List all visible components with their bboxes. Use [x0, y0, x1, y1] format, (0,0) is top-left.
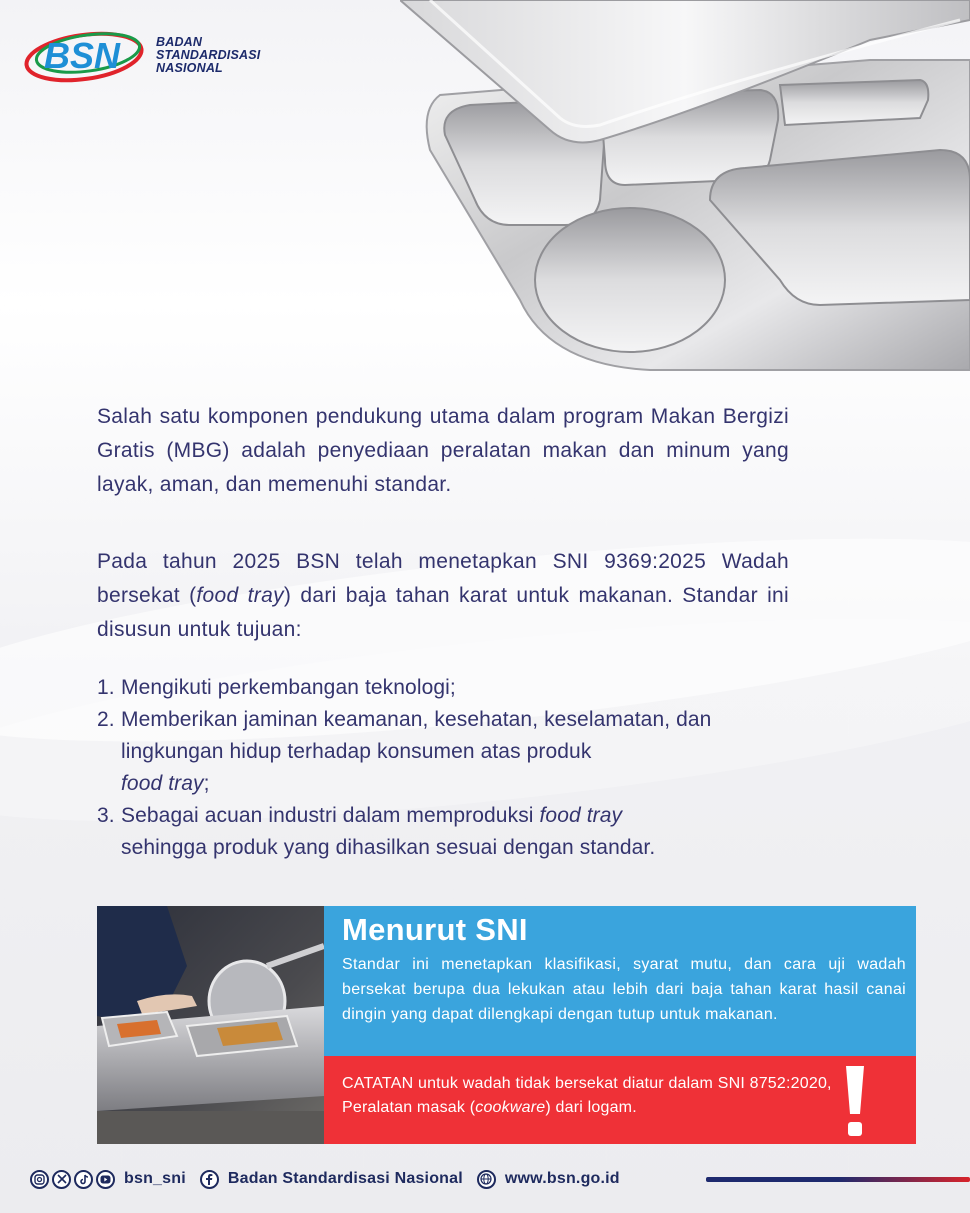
list-italic: food tray — [121, 772, 204, 795]
list-item — [97, 672, 797, 704]
sni-paragraph-italic: food tray — [196, 584, 284, 607]
facebook-page-name[interactable]: Badan Standardisasi Nasional — [227, 1170, 463, 1187]
sni-paragraph-text-end: ) dari baja tahan karat untuk makanan. Standar ini disusun untuk tujuan: — [97, 584, 789, 641]
list-text: Memberikan jaminan keamanan, kesehatan, keselamatan, dan lingkungan hidup terhadap konsumen atas produk — [121, 708, 712, 763]
logo-line1: BADAN — [156, 34, 203, 49]
youtube-icon[interactable] — [96, 1170, 115, 1189]
logo-line3: NASIONAL — [156, 60, 223, 75]
list-text: Sebagai acuan industri dalam memproduksi — [121, 804, 534, 827]
sni-paragraph — [97, 545, 789, 647]
note-text-end: ) dari logam. — [545, 1099, 637, 1116]
svg-text:BSN: BSN — [44, 35, 121, 76]
sni-info-box — [324, 906, 916, 1056]
list-italic: food tray — [539, 804, 623, 827]
note-text — [342, 1072, 842, 1120]
x-icon[interactable] — [52, 1170, 71, 1189]
serving-photo — [97, 906, 324, 1144]
facebook-icon[interactable] — [200, 1170, 219, 1189]
food-tray-image — [400, 0, 970, 375]
purpose-list — [97, 672, 797, 864]
website-link[interactable]: www.bsn.go.id — [504, 1170, 620, 1187]
list-text-end: sehingga produk yang dihasilkan sesuai dengan standar. — [121, 836, 656, 859]
sni-box-title: Menurut SNI — [342, 912, 528, 947]
sni-box-body: Standar ini menetapkan klasifikasi, syarat mutu, dan cara uji wadah bersekat berupa dua lekukan atau lebih dari baja tahan karat hasil canai dingin yang dapat dilengkapi dengan tutup untuk makanan. — [342, 956, 906, 1023]
globe-icon[interactable] — [477, 1170, 496, 1189]
bsn-logo-text — [156, 36, 260, 75]
list-text: Mengikuti perkembangan teknologi; — [121, 676, 456, 699]
list-number: 3. — [97, 804, 115, 827]
bsn-logo — [22, 26, 260, 84]
logo-line2: STANDARDISASI — [156, 47, 261, 62]
list-item — [97, 800, 797, 864]
footer-accent-line — [706, 1177, 970, 1182]
instagram-icon[interactable] — [30, 1170, 49, 1189]
list-number: 2. — [97, 708, 115, 731]
exclamation-icon — [842, 1066, 868, 1138]
sni-paragraph-text: Pada tahun 2025 BSN telah menetapkan SNI 9369:2025 Wadah bersekat ( — [97, 550, 789, 607]
list-text-end: ; — [203, 772, 210, 795]
tiktok-icon[interactable] — [74, 1170, 93, 1189]
social-handle[interactable]: bsn_sni — [124, 1170, 186, 1187]
note-text-start: CATATAN untuk wadah tidak bersekat diatur dalam SNI 8752:2020, Peralatan masak ( — [342, 1075, 832, 1116]
list-number: 1. — [97, 676, 115, 699]
bsn-logo-mark — [22, 26, 150, 84]
intro-paragraph: Salah satu komponen pendukung utama dalam program Makan Bergizi Gratis (MBG) adalah penyediaan peralatan makan dan minum yang layak, aman, dan memenuhi standar. — [97, 405, 789, 496]
footer — [30, 1166, 634, 1192]
note-italic: cookware — [475, 1099, 546, 1116]
note-box — [324, 1056, 916, 1144]
list-item — [97, 704, 797, 800]
